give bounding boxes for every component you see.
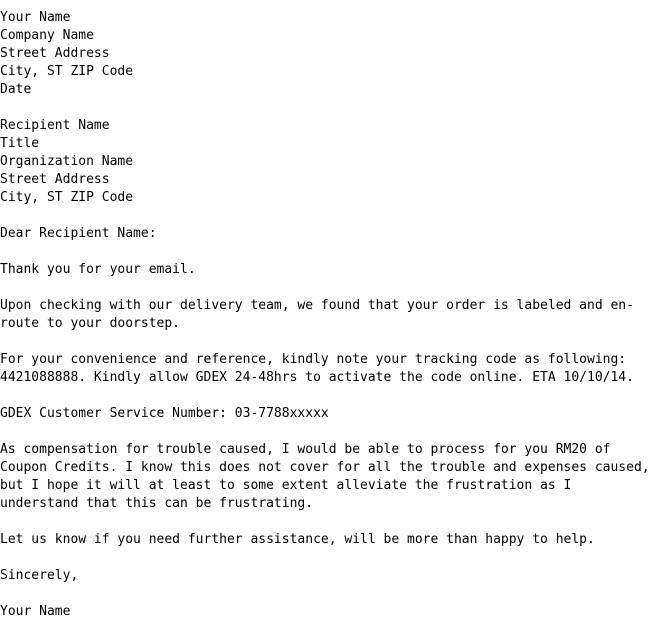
spacer <box>0 513 663 531</box>
paragraph-line: understand that this can be frustrating. <box>0 496 314 511</box>
recipient-block <box>0 117 663 207</box>
body-paragraph-1 <box>0 261 663 279</box>
paragraph-line: Thank you for your email. <box>0 262 196 277</box>
recipient-street: Street Address <box>0 172 110 187</box>
paragraph-line: Coupon Credits. I know this does not cover for all the trouble and expenses caused, <box>0 460 650 475</box>
sender-name: Your Name <box>0 10 71 25</box>
body-paragraph-4 <box>0 405 663 423</box>
body-paragraph-6 <box>0 531 663 549</box>
letter-document <box>0 9 663 621</box>
spacer <box>0 333 663 351</box>
sender-street: Street Address <box>0 46 110 61</box>
salutation: Dear Recipient Name: <box>0 226 157 241</box>
paragraph-line: but I hope it will at least to some extent alleviate the frustration as I <box>0 478 572 493</box>
paragraph-line: route to your doorstep. <box>0 316 181 331</box>
body-paragraph-2 <box>0 297 663 333</box>
recipient-name: Recipient Name <box>0 118 110 133</box>
spacer <box>0 243 663 261</box>
body-paragraph-3 <box>0 351 663 387</box>
body-paragraph-5 <box>0 441 663 513</box>
sender-block <box>0 9 663 99</box>
paragraph-line: GDEX Customer Service Number: 03-7788xxxxx <box>0 406 329 421</box>
paragraph-line: Let us know if you need further assistance, will be more than happy to help. <box>0 532 595 547</box>
paragraph-line: 4421088888. Kindly allow GDEX 24-48hrs to activate the code online. ETA 10/10/14. <box>0 370 634 385</box>
recipient-organization: Organization Name <box>0 154 134 169</box>
spacer <box>0 585 663 603</box>
letter-date: Date <box>0 82 32 97</box>
spacer <box>0 387 663 405</box>
spacer <box>0 99 663 117</box>
sender-company: Company Name <box>0 28 94 43</box>
closing: Sincerely, <box>0 568 79 583</box>
sender-city: City, ST ZIP Code <box>0 64 134 79</box>
recipient-city: City, ST ZIP Code <box>0 190 134 205</box>
spacer <box>0 207 663 225</box>
spacer <box>0 279 663 297</box>
signature: Your Name <box>0 604 71 619</box>
paragraph-line: As compensation for trouble caused, I would be able to process for you RM20 of <box>0 442 611 457</box>
paragraph-line: For your convenience and reference, kindly note your tracking code as following: <box>0 352 627 367</box>
spacer <box>0 423 663 441</box>
recipient-title: Title <box>0 136 40 151</box>
paragraph-line: Upon checking with our delivery team, we found that your order is labeled and en- <box>0 298 634 313</box>
spacer <box>0 549 663 567</box>
